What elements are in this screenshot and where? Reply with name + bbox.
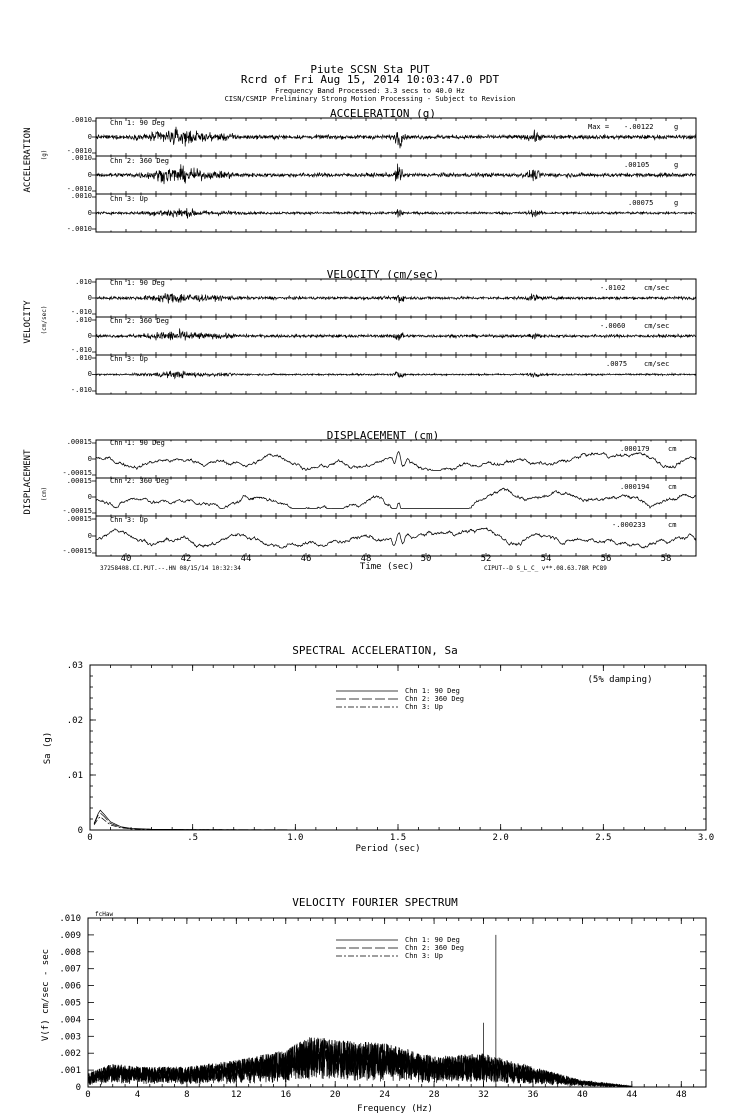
dis-ch3-trace	[96, 528, 696, 548]
fs-xtick-label-1: 4	[134, 1090, 141, 1100]
acc-ch1-ytick-bot: -.0010	[66, 147, 92, 155]
acceleration-title: ACCELERATION (g)	[330, 107, 436, 120]
acc-ch3-label: Chn 3: Up	[110, 195, 148, 203]
fs-ytick-label-4: .004	[59, 1015, 81, 1026]
acc-ch2-trace	[96, 164, 696, 185]
sa-ytick-label-2: .02	[66, 716, 83, 726]
dis-ch1-ytick-zero: 0	[87, 455, 92, 463]
vel-ch3-unit: cm/sec	[644, 360, 670, 368]
time-xtick-40: 40	[120, 554, 132, 564]
footer-right: CIPUT--D S_L_C_ v**.08.63.78R PC89	[484, 565, 607, 572]
displacement-title: DISPLACEMENT (cm)	[326, 429, 440, 442]
plot-graphics	[59, 118, 714, 1100]
vel-ch1-ytick-zero: 0	[87, 294, 92, 302]
sa-xtick-label-0: 0	[87, 833, 93, 843]
fs-ytick-label-5: .005	[59, 998, 81, 1009]
time-xlabel: Time (sec)	[359, 562, 415, 572]
vel-ch3-max: .0075	[606, 360, 628, 368]
sa-xtick-label-1: .5	[187, 833, 199, 843]
dis-ch1-label: Chn 1: 90 Deg	[110, 439, 165, 447]
dis-ch1-ytick-top: .00015	[66, 438, 92, 446]
dis-ch3-frame	[96, 516, 696, 556]
sa-xtick-label-4: 2.0	[492, 833, 509, 843]
fs-legend-2: Chn 2: 360 Deg	[405, 944, 465, 952]
fs-ylabel: V(f) cm/sec - sec	[41, 948, 51, 1042]
acc-ch1-max: -.00122	[624, 123, 654, 131]
acceleration-yunit: (g)	[41, 149, 48, 161]
vel-ch2-ytick-bot: -.010	[70, 346, 92, 354]
vel-ch3-trace	[96, 371, 696, 379]
acc-ch3-ytick-bot: -.0010	[66, 225, 92, 233]
fs-xtick-label-6: 24	[379, 1090, 391, 1100]
acc-ch3-max: .00075	[628, 199, 654, 207]
fs-ytick-label-6: .006	[59, 981, 81, 992]
acc-ch3-trace	[96, 208, 696, 218]
acc-ch2-ytick-zero: 0	[87, 171, 92, 179]
fs-xtick-label-8: 32	[478, 1090, 489, 1100]
velocity-ylabel: VELOCITY	[23, 300, 33, 344]
footer-left: 37258408.CI.PUT.--.HN 08/15/14 10:32:34	[100, 565, 241, 572]
vel-ch3-label: Chn 3: Up	[110, 355, 148, 363]
vel-ch2-ytick-top: .010	[75, 316, 92, 324]
displacement-yunit: (cm)	[41, 486, 48, 502]
sa-legend-1: Chn 1: 90 Deg	[405, 687, 460, 695]
acc-ch3-ytick-zero: 0	[87, 209, 92, 217]
vel-ch2-ytick-zero: 0	[87, 332, 92, 340]
acc-ch2-ytick-bot: -.0010	[66, 185, 92, 193]
fs-legend-3: Chn 3: Up	[405, 952, 443, 960]
vel-ch2-label: Chn 2: 360 Deg	[110, 317, 170, 325]
fs-legend-1: Chn 1: 90 Deg	[405, 936, 460, 944]
sa-xtick-label-6: 3.0	[697, 833, 715, 843]
sa-legend-3: Chn 3: Up	[405, 703, 443, 711]
time-xtick-46: 46	[300, 554, 312, 564]
fs-xtick-label-0: 0	[85, 1090, 91, 1100]
acc-ch2-unit: g	[674, 161, 679, 169]
vel-ch1-ytick-bot: -.010	[70, 308, 92, 316]
frequency-band: Frequency Band Processed: 3.3 secs to 40.0 Hz	[275, 87, 465, 95]
dis-ch1-unit: cm	[668, 445, 677, 453]
acc-ch2-label: Chn 2: 360 Deg	[110, 157, 170, 165]
fs-corner-label: fcHaw	[95, 911, 114, 918]
sa-series-3	[94, 817, 706, 830]
vel-ch1-trace	[96, 293, 696, 303]
record-time: Rcrd of Fri Aug 15, 2014 10:03:47.0 PDT	[240, 73, 500, 86]
fs-ytick-label-7: .007	[59, 964, 81, 975]
time-xtick-58: 58	[660, 554, 672, 564]
fs-xtick-label-4: 16	[280, 1090, 292, 1100]
vel-ch2-unit: cm/sec	[644, 322, 670, 330]
time-xtick-50: 50	[420, 554, 432, 564]
acc-ch1-ytick-zero: 0	[87, 133, 92, 141]
velocity-title: VELOCITY (cm/sec)	[326, 268, 440, 281]
fs-xtick-label-10: 40	[576, 1090, 588, 1100]
dis-ch3-max: -.000233	[612, 521, 646, 529]
time-xtick-56: 56	[600, 554, 612, 564]
sa-ytick-label-3: .03	[66, 661, 83, 671]
acceleration-ylabel: ACCELERATION	[23, 127, 33, 193]
sa-legend-2: Chn 2: 360 Deg	[405, 695, 465, 703]
velocity-yunit: (cm/sec)	[41, 305, 48, 335]
fs-ytick-label-3: .003	[59, 1032, 81, 1043]
fs-xtick-label-2: 8	[184, 1090, 190, 1100]
fs-title: VELOCITY FOURIER SPECTRUM	[292, 896, 458, 909]
fs-ytick-label-9: .009	[59, 930, 81, 941]
sa-xlabel: Period (sec)	[355, 844, 421, 854]
acc-ch2-ytick-top: .0010	[70, 154, 92, 162]
time-xtick-42: 42	[180, 554, 192, 564]
dis-ch2-label: Chn 2: 360 Deg	[110, 477, 170, 485]
vel-ch1-unit: cm/sec	[644, 284, 670, 292]
dis-ch2-max: .000194	[620, 483, 650, 491]
station-title: Piute SCSN Sta PUT	[310, 63, 430, 76]
sa-xtick-label-2: 1.0	[287, 833, 304, 843]
dis-ch2-ytick-zero: 0	[87, 493, 92, 501]
dis-ch2-frame	[96, 478, 696, 516]
acc-max-prefix: Max =	[588, 123, 610, 131]
dis-ch3-ytick-zero: 0	[87, 532, 92, 540]
acc-ch3-ytick-top: .0010	[70, 192, 92, 200]
time-xtick-48: 48	[360, 554, 372, 564]
vel-ch2-trace	[96, 328, 696, 340]
sa-title: SPECTRAL ACCELERATION, Sa	[292, 644, 458, 657]
acc-ch1-ytick-top: .0010	[70, 116, 92, 124]
acc-ch3-unit: g	[674, 199, 679, 207]
vel-ch1-ytick-top: .010	[75, 278, 92, 286]
sa-series-1	[94, 810, 706, 830]
fs-xtick-label-3: 12	[230, 1090, 242, 1100]
dis-ch3-ytick-bot: -.00015	[62, 547, 92, 555]
processing-note: CISN/CSMIP Preliminary Strong Motion Processing - Subject to Revision	[224, 95, 516, 103]
time-xtick-44: 44	[240, 554, 252, 564]
sa-ytick-label-0: 0	[77, 826, 83, 836]
dis-ch2-ytick-top: .00015	[66, 477, 92, 485]
fs-xtick-label-11: 44	[626, 1090, 638, 1100]
vel-ch3-ytick-bot: -.010	[70, 386, 92, 394]
dis-ch2-trace	[96, 488, 696, 508]
vel-ch2-max: -.0060	[600, 322, 626, 330]
dis-ch3-unit: cm	[668, 521, 677, 529]
fs-xtick-label-5: 20	[329, 1090, 341, 1100]
dis-ch1-trace	[96, 452, 696, 471]
dis-ch3-label: Chn 3: Up	[110, 516, 148, 524]
vel-ch3-ytick-zero: 0	[87, 370, 92, 378]
fs-xtick-label-9: 36	[527, 1090, 539, 1100]
sa-series-2	[94, 813, 706, 830]
sa-ylabel: Sa (g)	[43, 731, 53, 765]
sa-xtick-label-3: 1.5	[389, 833, 407, 843]
fs-ytick-label-10: .010	[59, 914, 81, 924]
vel-ch1-max: -.0102	[600, 284, 626, 292]
dis-ch2-unit: cm	[668, 483, 677, 491]
sa-frame	[90, 665, 706, 830]
fs-xtick-label-12: 48	[675, 1090, 687, 1100]
fs-ytick-label-1: .001	[59, 1066, 81, 1077]
sa-xtick-label-5: 2.5	[595, 833, 612, 843]
displacement-ylabel: DISPLACEMENT	[23, 449, 33, 515]
sa-damping-note: (5% damping)	[587, 675, 653, 685]
time-xtick-54: 54	[540, 554, 552, 564]
vel-ch3-ytick-top: .010	[75, 354, 92, 362]
fs-xlabel: Frequency (Hz)	[357, 1104, 433, 1114]
fs-ytick-label-8: .008	[59, 947, 81, 958]
fs-xtick-label-7: 28	[428, 1090, 440, 1100]
fs-ytick-label-2: .002	[59, 1049, 81, 1060]
time-xtick-52: 52	[480, 554, 492, 564]
dis-ch2-ytick-bot: -.00015	[62, 507, 92, 515]
acc-ch2-max: .00105	[624, 161, 650, 169]
vel-ch1-label: Chn 1: 90 Deg	[110, 279, 165, 287]
acc-ch1-unit: g	[674, 123, 679, 131]
sa-ytick-label-1: .01	[66, 771, 83, 781]
dis-ch1-ytick-bot: -.00015	[62, 469, 92, 477]
fs-ytick-label-0: 0	[75, 1083, 81, 1093]
dis-ch3-ytick-top: .00015	[66, 515, 92, 523]
dis-ch1-max: .000179	[620, 445, 650, 453]
acc-ch1-label: Chn 1: 90 Deg	[110, 119, 165, 127]
